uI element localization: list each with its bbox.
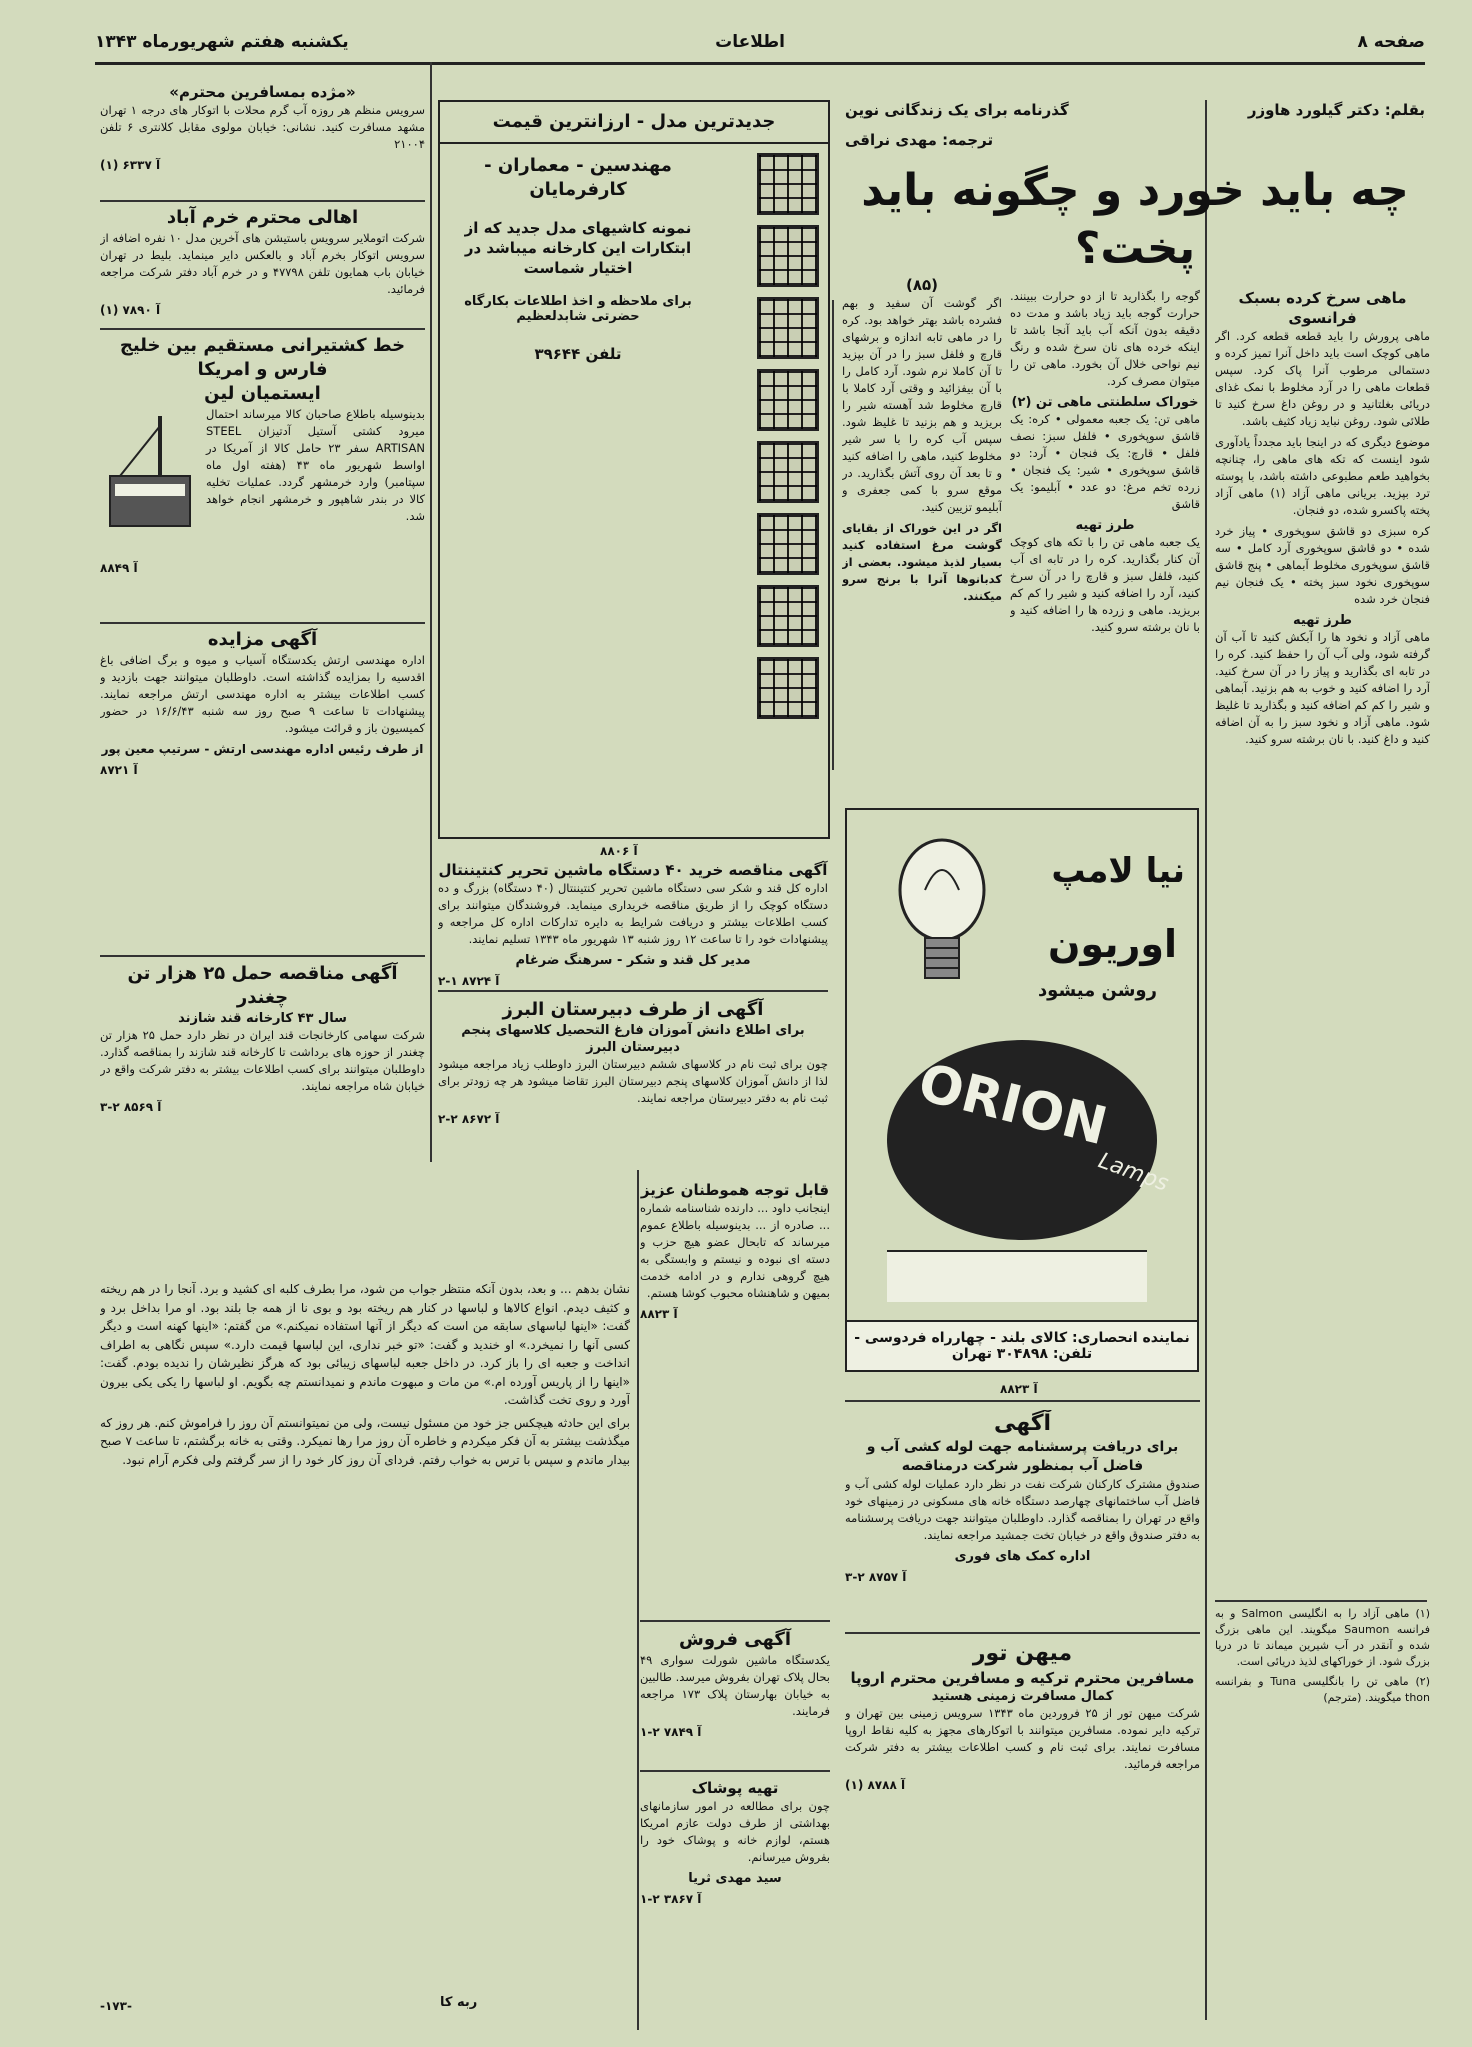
- story-paragraph: برای این حادثه هیچکس جز خود من مسئول نیست، ولی من نمیتوانستم آن روز را فراموش کنم. هر روز که میگذشت بیشتر به آن فکر میکردم و خاطره آن روز مرا رها نمیکرد. وقتی به خانه برگشتم، تا ساعت ۷ صبح بیدار ماندم و سپس با ترس به خواب رفتم. فردای آن روز کار خود را از سر گرفتم ولی فکرم آرام نبود.: [100, 1415, 630, 1467]
- notice-title: قابل توجه هموطنان عزیز: [640, 1181, 830, 1199]
- ad-title: «مژده بمسافرین محترم»: [169, 83, 356, 101]
- tile-sample: [757, 585, 819, 647]
- issue-date: یکشنبه هفتم شهریورماه ۱۳۴۳: [95, 32, 349, 52]
- series-translator: ترجمه: مهدی نراقی: [845, 131, 994, 149]
- ad-signature: مدیر کل قند و شکر - سرهنگ ضرغام: [515, 953, 751, 968]
- tiles-address: برای ملاحظه و اخذ اطلاعات بکارگاه حضرتی شابدلعظیم: [464, 294, 692, 324]
- article-column-3: [842, 275, 1002, 785]
- ad-body: چون برای ثبت نام در کلاسهای ششم دبیرستان البرز داوطلب زیاد مراجعه میشود لذا از دانش آموزان کلاسهای پنجم دبیرستان البرز تقاضا میشود هر چه زودتر برای ثبت نام به دفتر دبیرستان مراجعه نمایند.: [438, 1057, 828, 1105]
- ad-body: یکدستگاه ماشین شورلت سواری ۴۹ بحال پلاک تهران بفروش میرسد. طالبین به خیابان بهارستان پلاک ۱۷۳ مراجعه فرمایند.: [640, 1653, 830, 1718]
- car-sale-ad: [640, 1628, 830, 1763]
- section-rule: [100, 328, 425, 330]
- tile-sample: [757, 153, 819, 215]
- auction-ad: [100, 628, 425, 948]
- article-paragraph: ماهی پرورش را باید قطعه قطعه کرد. اگر ماهی کوچک است باید داخل آنرا تمیز کرده و دستمالی مرطوب آنرا پاک کرد. سپس قطعات ماهی را در آرد مخلوط با نمک غذای دریائی بغلتانید و در روغن داغ سرخ کنید تا طلائی شود. روغن نباید زیاد کثیف باشد.: [1215, 329, 1430, 428]
- ad-code: آ ۷۸۹۰ (۱): [100, 303, 161, 317]
- footnotes: [1215, 1606, 1430, 2026]
- ad-title: تهیه پوشاک: [691, 1779, 779, 1797]
- tiles-headline: جدیدترین مدل - ارزانترین قیمت: [440, 102, 828, 144]
- cargo-ship-icon: [100, 406, 200, 556]
- tiles-ad: [438, 100, 830, 839]
- column-rule: [430, 62, 432, 1162]
- method-heading: طرز تهیه: [1075, 518, 1135, 533]
- section-rule: [640, 1620, 830, 1622]
- tiles-phone: تلفن ۳۹۶۴۴: [534, 345, 622, 363]
- passenger-ad: [100, 82, 425, 202]
- ad-code: آ ۸۷۸۸ (۱): [845, 1778, 906, 1792]
- ad-body: چون برای مطالعه در امور سازمانهای بهداشتی از طرف دولت عازم امریکا هستم، لوازم خانه و پوشاک خود را بفروش میرسانم.: [640, 1799, 830, 1864]
- tile-samples: [716, 144, 828, 732]
- ad-code: آ ۸۷۵۷ ۲-۳: [845, 1570, 907, 1584]
- orion-agent: نماینده انحصاری: کالای بلند - چهارراه فردوسی - تلفن: ۳۰۴۸۹۸ تهران: [847, 1320, 1197, 1370]
- section-heading: ماهی سرخ کرده بسبک فرانسوی: [1238, 289, 1407, 327]
- orion-lamps-label: Lamps: [1094, 1148, 1172, 1197]
- method-heading: طرز تهیه: [1293, 613, 1352, 628]
- orion-latin-logo: ORION: [912, 1052, 1113, 1158]
- section-rule: [100, 955, 425, 957]
- newspaper-name: اطلاعات: [715, 32, 785, 52]
- pipes-tender-ad: [845, 1410, 1200, 1625]
- ad-code: آ ۷۸۴۹ ۲-۱: [640, 1725, 702, 1739]
- section-rule: [640, 1770, 830, 1772]
- section-rule: [100, 622, 425, 624]
- ingredient-list: ماهی تن: یک جعبه معمولی • کره: یک قاشق سوپخوری • فلفل سبز: نصف فلفل • قارچ: یک فنجان • آرد: دو قاشق سوپخوری • شیر: یک فنجان • زرده تخم مرغ: دو عدد • آبلیمو: یک قاشق: [1010, 412, 1200, 511]
- footnote: (۲) ماهی تن را بانگلیسی Tuna و بفرانسه thon میگویند. (مترجم): [1215, 1675, 1430, 1704]
- orion-slogan: روشن میشود: [1037, 980, 1157, 1001]
- footnote: (۱) ماهی آزاد را به انگلیسی Salmon و به فرانسه Saumon میگویند. این ماهی بزرگ شده و آنقدر در آب شیرین میماند تا در دریا بزرگ شود. از خوراکهای لذیذ دریائی است.: [1215, 1607, 1430, 1668]
- serial-story: [100, 1280, 630, 1980]
- ad-title: آگهی مناقصه حمل ۲۵ هزار تن چغندر: [127, 963, 398, 1008]
- ad-subtitle: برای دریافت پرسشنامه جهت لوله کشی آب و فاضل آب بمنظور شرکت درمناقصه: [866, 1439, 1179, 1474]
- beet-tender-ad: [100, 962, 425, 1167]
- ad-title: آگهی: [993, 1411, 1052, 1436]
- series-author: بقلم: دکتر گیلورد هاوزر: [1247, 101, 1425, 119]
- article-column-2: [1010, 288, 1200, 788]
- ad-code: آ ۸۸۴۹: [100, 561, 138, 575]
- ad-signature: از طرف رئیس اداره مهندسی ارتش - سرتیپ معین پور: [101, 742, 424, 756]
- article-paragraph-bold: اگر در این خوراک از بقایای گوشت مرغ استفاده کنید بسیار لذیذ میشود. بعضی از کدبانوها آنرا با برنج سرو میکنند.: [842, 521, 1002, 603]
- ad-body: بدینوسیله باطلاع صاحبان کالا میرساند احتمال میرود کشتی آستیل آدتیزان STEEL ARTISAN سفر ۲۳ حامل کالا از آمریکا در اواسط شهریور ماه ۴۳ (هفته اول ماه سپتامبر) وارد خرمشهر گردد. عملیات تخلیه کالا در بندر شاهپور و خرمشهر انجام خواهد شد.: [206, 407, 425, 523]
- clothing-notice: [640, 1778, 830, 2018]
- series-kicker: گذرنامه برای یک زندگانی نوین: [845, 101, 1069, 119]
- company-name: ایستمیان لین: [204, 383, 321, 404]
- tile-sample: [757, 441, 819, 503]
- ingredient-list: کره سبزی دو قاشق سوپخوری • پیاز خرد شده • دو قاشق سوپخوری آرد کامل • سه قاشق سوپخوری مخلوط آبماهی • پنج قاشق سوپخوری نخود سبز پخته • یک فنجان نیم فنجان خرد شده: [1215, 524, 1430, 606]
- ad-code: آ ۸۸۲۳: [1000, 1382, 1038, 1396]
- ad-body: سرویس منظم هر روزه آب گرم محلات با اتوکار های درجه ۱ تهران مشهد مسافرت کنید. نشانی: خیابان مولوی مقابل کلانتری ۶ تلفن ۲۱۰۰۴: [100, 103, 425, 151]
- ad-body: شرکت میهن تور از ۲۵ فروردین ماه ۱۳۴۳ سرویس زمینی بین تهران و ترکیه دایر نموده. مسافرین میتوانند با اتوکارهای مجهز به کلیه نقاط اروپا مسافرت نمایند. برای ثبت نام و کسب اطلاعات بیشتر به دفتر شرکت مراجعه فرمائید.: [845, 1706, 1200, 1771]
- article-paragraph: اگر گوشت آن سفید و بهم فشرده باشد بهتر خواهد بود. کره را در ماهی تابه اندازه و برشهای قارچ و فلفل سبز را در آن بپزید تا آن کاملا نرم شود. آرد کامل را با آن بیفزائید و وقتی آرد کاملا با قارچ مخلوط شد آهسته شیر را بریزید و هم بزنید تا غلیظ شود. سپس آب کره را با سر شیر مخلوط کنید، ماهی را اضافه کنید و تا بعد آن روی آتش بگذارید. در موقع سرو با کمی جعفری و آبلیمو تزیین کنید.: [842, 296, 1002, 514]
- ad-title: خط کشتیرانی مستقیم بین خلیج فارس و امریکا: [119, 335, 406, 380]
- lightbulb-icon: [887, 830, 997, 1010]
- recipe-heading: خوراک سلطنتی ماهی تن (۲): [1011, 395, 1199, 410]
- orion-brand: اوریون: [1047, 922, 1177, 966]
- tile-sample: [757, 513, 819, 575]
- ad-code: آ ۳۸۶۷ ۲-۱: [640, 1892, 702, 1906]
- ad-code: آ ۸۸۰۶: [600, 844, 638, 858]
- ad-title: اهالی محترم خرم آباد: [166, 207, 359, 228]
- ad-title: آگهی مناقصه خرید ۴۰ دستگاه ماشین تحریر کنتیننتال: [438, 861, 828, 879]
- article-paragraph: گوجه را بگذارید تا از دو حرارت ببینند. حرارت گوجه باید زیاد باشد و مدت ده دقیقه بدون آنکه آب باید آنجا باشد تا اینکه خرده های نان سرخ شده و رنگ نیم نواحی خلال آن بخورد. ماهی تن را میتوان مصرف کرد.: [1010, 289, 1200, 388]
- orion-headline: نیا لامپ: [1051, 851, 1185, 891]
- ad-title: میهن تور: [972, 1641, 1073, 1666]
- ad-code: آ ۶۳۳۷ (۱): [100, 158, 161, 172]
- ad-body: شرکت اتوملایر سرویس باستیشن های آخرین مدل ۱۰ نفره اضافه از سرویس اتوکار بخرم آباد و بالعکس دایر مینماید. بلیط در تهران خیابان باب همایون تلفن ۴۷۷۹۸ و در خرم آباد دفتر شرکت مراجعه فرمائید.: [100, 231, 425, 296]
- ad-title: آگهی مزایده: [207, 629, 318, 650]
- article-paragraph: ماهی آزاد و نخود ها را آبکش کنید تا آب آن گرفته شود، ولی آب آن را حفظ کنید. کره را در تابه ای بگذارید و پیاز را در آن سرخ کنید. آرد را اضافه کنید و خوب به هم بزنید. آبماهی و شیر را کم کم اضافه کنید و بگذارید تا غلیظ شود. ماهی آزاد و نخود سبز را به آن اضافه کنید و داغ کنید. با نان برشته سرو کنید.: [1215, 630, 1430, 746]
- story-paragraph: نشان بدهم ... و بعد، بدون آنکه منتظر جواب من شود، مرا بطرف کلبه ای کشید و برد. آنجا را در هم ریخته و کثیف دیدم. انواع کالاها و لباسها در کنار هم ریخته بود و بوی نا از همه جا بلند بود. او مرا بداخل برد و گفت: «اینها لباسهای سابقه من است که دیگر از آنها استفاده نمیکنم.» من گفتم: «اینها کهنه است و دیگر کسی آنها را نمیخرد.» او خندید و گفت: «تو خبر نداری، این لباسها قیمت دارد.» سپس نگاهی به اطراف انداخت و جعبه ای را باز کرد. در داخل جعبه لباسهای زیبائی بود که هرگز نظیرشان را ندیده بودم. گفت: «اینها را از پاریس آورده ام.» من مات و مبهوت ماندم و نمیدانستم چه بگویم. او لباسها را یکی یکی بیرون آورد و روی تخت گذاشت.: [100, 1282, 630, 1407]
- page-number-label: صفحه ۸: [1357, 32, 1425, 52]
- mihantour-ad: [845, 1640, 1200, 2020]
- lamp-row: [887, 1250, 1147, 1302]
- ad-body: اداره کل قند و شکر سی دستگاه ماشین تحریر کنتیننتال (۴۰ دستگاه) بزرگ و ده دستگاه کوچک را از طریق مناقصه خریداری مینماید. فروشندگان میتوانند برای کسب اطلاعات بیشتر و دریافت شرایط به دایره تدارکات اداره کل مراجعه و پیشنهادات خود را تا ساعت ۱۲ روز شنبه ۱۳ شهریور ماه ۱۳۴۳ تسلیم نمایند.: [438, 881, 828, 946]
- footnote-rule: [1215, 1600, 1427, 1602]
- ad-code: آ ۸۷۲۱: [100, 763, 138, 777]
- alborz-school-ad: [438, 998, 828, 1163]
- ad-code: آ ۸۸۲۳: [640, 1307, 678, 1321]
- column-rule: [1205, 100, 1207, 2020]
- ad-title: آگهی فروش: [678, 1629, 791, 1650]
- ad-title: آگهی از طرف دبیرستان البرز: [502, 999, 764, 1020]
- section-rule: [845, 1632, 1200, 1634]
- ad-subtitle: برای اطلاع دانش آموزان فارغ التحصیل کلاسهای پنجم دبیرستان البرز: [461, 1023, 805, 1055]
- part-number: (۸۵): [905, 276, 939, 294]
- ad-signature: سید مهدی ثریا: [688, 1871, 782, 1886]
- tiles-audience: مهندسین - معماران - کارفرمایان: [484, 155, 672, 200]
- article-title: چه باید خورد و چگونه باید پخت؟: [861, 165, 1409, 274]
- tiles-description: نمونه کاشیهای مدل جدید که از ابتکارات این کارخانه میباشد در اختیار شماست: [464, 219, 692, 277]
- tile-sample: [757, 297, 819, 359]
- ad-body: شرکت سهامی کارخانجات قند ایران در نظر دارد حمل ۲۵ هزار تن چغندر از حوزه های برداشت تا کارخانه قند شازند را بمناقصه گذارد. داوطلبان میتوانند برای کسب اطلاعات بیشتر به دفتر شرکت واقع در خیابان شاه مراجعه نمایند.: [100, 1028, 425, 1093]
- ad-code: آ ۸۵۶۹ ۲-۳: [100, 1100, 162, 1114]
- ad-subtitle-2: کمال مسافرت زمینی هستید: [931, 1689, 1114, 1704]
- page-footer-number: -۱۷۳-: [100, 1999, 132, 2013]
- tile-sample: [757, 369, 819, 431]
- page-header: [95, 28, 1425, 65]
- ad-subtitle: مسافرین محترم ترکیه و مسافرین محترم اروپا: [850, 1669, 1195, 1687]
- ad-code: آ ۸۶۷۲ ۲-۲: [438, 1112, 500, 1126]
- ad-body: اداره مهندسی ارتش یکدستگاه آسیاب و میوه و برگ اضافی باغ اقدسیه را بمزایده گذاشته است. داوطلبان میتوانند جهت بازدید و کسب اطلاعات بیشتر به اداره مهندسی ارتش مراجعه نمایند. پیشنهادات تا ساعت ۹ صبح روز سه شنبه ۱۶/۶/۴۳ در حضور کمیسیون باز و قرائت میشود.: [100, 653, 425, 735]
- story-continuation: ربه کا: [440, 1995, 478, 2010]
- ad-code: آ ۸۷۲۴ ۱-۲: [438, 974, 500, 988]
- ad-signature: اداره کمک های فوری: [954, 1549, 1091, 1564]
- ad-subtitle: سال ۴۳ کارخانه قند شازند: [178, 1011, 347, 1026]
- section-rule: [438, 990, 828, 992]
- ad-body: صندوق مشترک کارکنان شرکت نفت در نظر دارد عملیات لوله کشی آب و فاضل آب ساختمانهای چهارصد دستگاه خانه های مسکونی در زمینهای خود واقع در تهران را بمناقصه گذارد. داوطلبان میتوانند جهت دریافت پرسشنامه به دفتر صندوق واقع در خیابان تخت جمشید مراجعه نمایند.: [845, 1477, 1200, 1542]
- column-rule: [832, 300, 834, 770]
- section-rule: [845, 1400, 1200, 1402]
- article-paragraph: یک جعبه ماهی تن را با تکه های کوچک آن کنار بگذارید. کره را در تابه ای آب کنید، فلفل سبز و قارچ را در آن سرخ کنید، آرد را اضافه کنید و شیر را کم کم بریزید. ماهی و زرده ها را اضافه کنید و با نان برشته سرو کنید.: [1010, 535, 1200, 634]
- article-column-1: [1215, 288, 1430, 1598]
- notice-body: اینجانب داود ... دارنده شناسنامه شماره ... صادره از ... بدینوسیله باطلاع عموم میرساند که تابحال عضو هیچ حزب و دسته ای نبوده و نیستم و وابستگی به هیچ گروهی ندارم و در ادامه خدمت بمیهن و شاهنشاه محبوب کوشا هستم.: [640, 1201, 830, 1300]
- orion-lamp-ad: [845, 808, 1199, 1372]
- section-rule: [100, 200, 425, 202]
- tile-sample: [757, 225, 819, 287]
- column-rule: [637, 1170, 639, 2030]
- tile-sample: [757, 657, 819, 719]
- khorramabad-ad: [100, 206, 425, 326]
- shipping-ad: [100, 334, 425, 619]
- declaration-notice: [640, 1180, 830, 1620]
- article-paragraph: موضوع دیگری که در اینجا باید مجدداً یادآوری شود اینست که تکه های ماهی را، چنانچه بخواهید طعم مطبوعی داشته باشد، با پوسته ترد بپزید. بریانی ماهی آزاد (۱) ماهی آزاد پخته پاکسرو شده، دو فنجان.: [1215, 435, 1430, 517]
